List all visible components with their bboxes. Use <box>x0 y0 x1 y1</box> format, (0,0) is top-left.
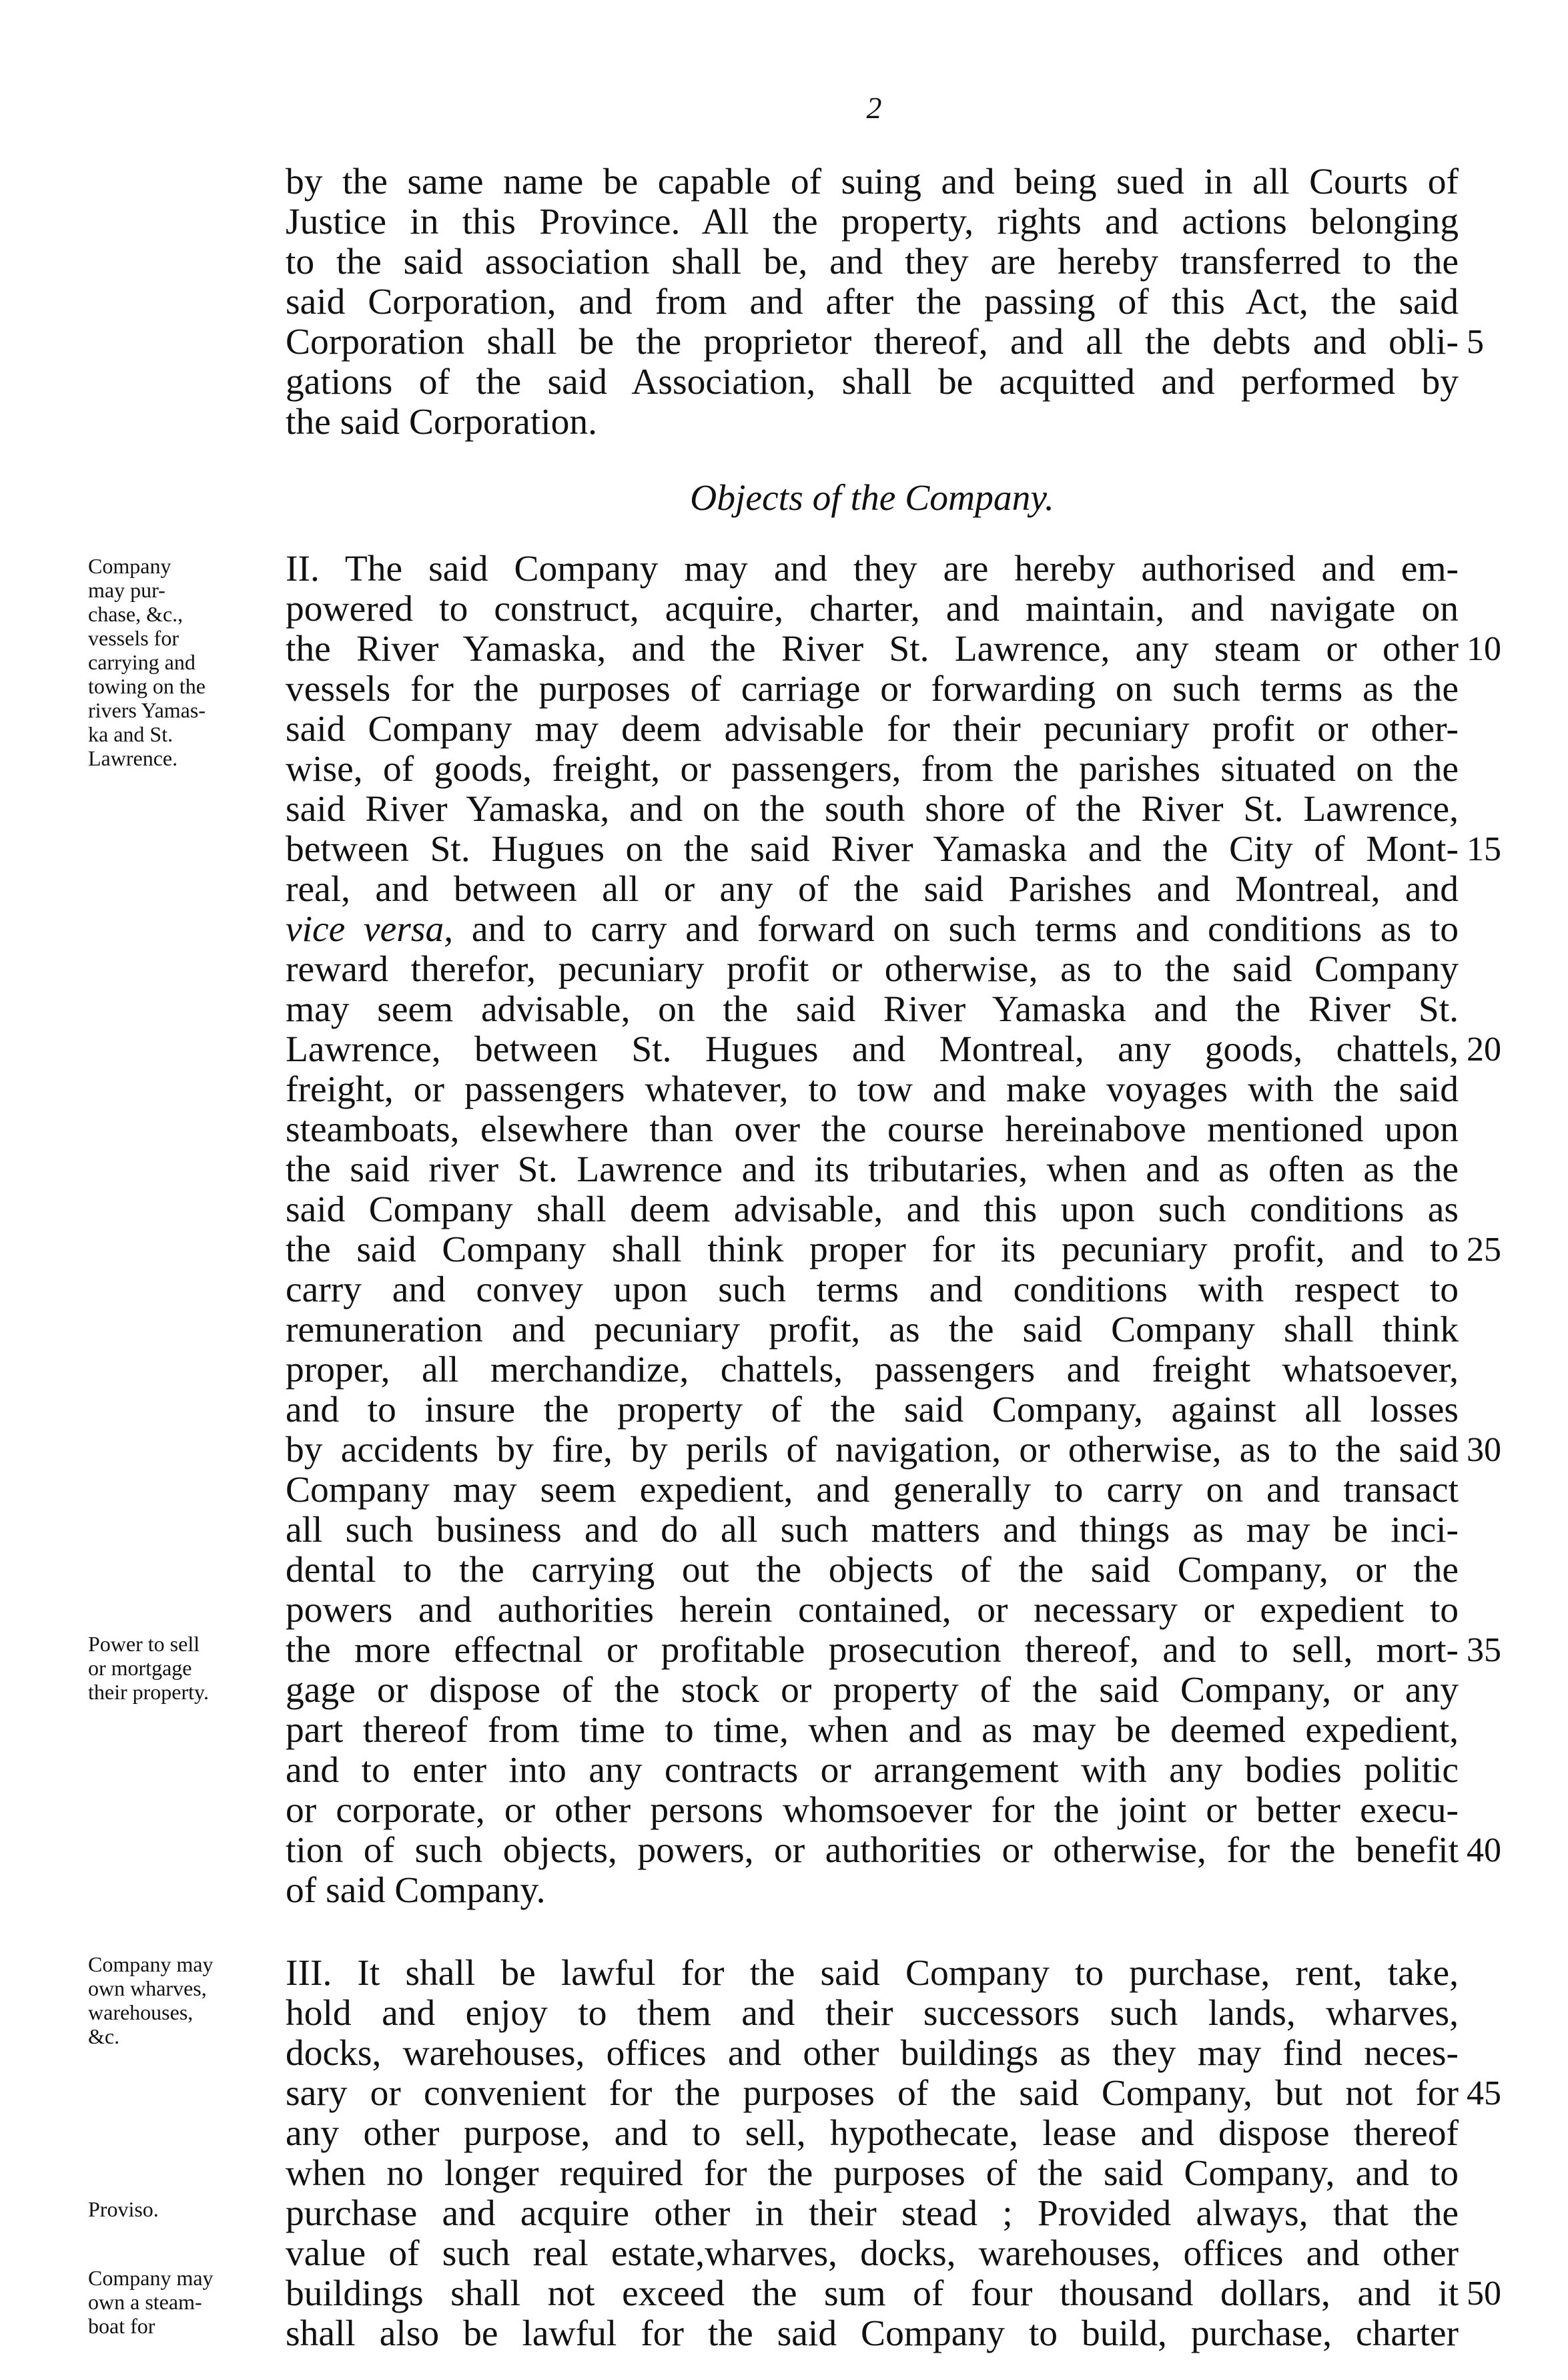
text-line: of said Company. <box>286 1870 546 1911</box>
text-line: and to insure the property of the said Company, against all losses <box>286 1390 1459 1430</box>
line-number: 30 <box>1467 1431 1501 1469</box>
text-line: said River Yamaska, and on the south shore of the River St. Lawrence, <box>286 789 1459 830</box>
text-line: the River Yamaska, and the River St. Lawrence, any steam or other <box>286 629 1459 669</box>
margin-note: Company may own a steam- boat for <box>88 2266 214 2338</box>
margin-note: Company may pur- chase, &c., vessels for carrying and towing on the rivers Yamas- ka and St. Lawrence. <box>88 554 206 770</box>
text-line: purchase and acquire other in their stead ; Provided always, that the <box>286 2193 1459 2234</box>
text-line: between St. Hugues on the said River Yamaska and the City of Mont- <box>286 829 1459 870</box>
line-number: 15 <box>1467 830 1501 868</box>
text-line: and to enter into any contracts or arrangement with any bodies politic <box>286 1750 1459 1791</box>
text-line: part thereof from time to time, when and as may be deemed expedient, <box>286 1710 1459 1751</box>
margin-note: Company may own wharves, warehouses, &c. <box>88 1952 214 2048</box>
text-line: value of such real estate,wharves, docks, warehouses, offices and other <box>286 2233 1459 2274</box>
text-line: said Company may deem advisable for their pecuniary profit or other- <box>286 709 1459 750</box>
line-number: 40 <box>1467 1831 1501 1869</box>
text-line: the said river St. Lawrence and its tributaries, when and as often as the <box>286 1149 1459 1190</box>
page-number: 2 <box>866 91 882 125</box>
line-number: 25 <box>1467 1231 1501 1269</box>
text-line: powers and authorities herein contained, or necessary or expedient to <box>286 1590 1459 1630</box>
line-number: 35 <box>1467 1631 1501 1669</box>
text-line: III. It shall be lawful for the said Company to purchase, rent, take, <box>286 1953 1459 1994</box>
text-line: Justice in this Province. All the property, rights and actions belonging <box>286 202 1459 242</box>
text-line: to the said association shall be, and they are hereby transferred to the <box>286 242 1459 282</box>
text-line: remuneration and pecuniary profit, as the said Company shall think <box>286 1309 1459 1350</box>
text-line: by accidents by fire, by perils of navigation, or otherwise, as to the said <box>286 1430 1459 1470</box>
text-line: Company may seem expedient, and generally to carry on and transact <box>286 1470 1459 1510</box>
text-line: may seem advisable, on the said River Yamaska and the River St. <box>286 989 1459 1030</box>
text-line: freight, or passengers whatever, to tow and make voyages with the said <box>286 1069 1459 1110</box>
text-line: steamboats, elsewhere than over the course hereinabove mentioned upon <box>286 1109 1459 1150</box>
text-line: by the same name be capable of suing and being sued in all Courts of <box>286 162 1459 202</box>
text-line: buildings shall not exceed the sum of four thousand dollars, and it <box>286 2273 1459 2314</box>
text-line: gations of the said Association, shall be acquitted and performed by <box>286 362 1459 402</box>
text-line: docks, warehouses, offices and other buildings as they may find neces- <box>286 2033 1459 2074</box>
text-line: real, and between all or any of the said Parishes and Montreal, and <box>286 869 1459 910</box>
text-line: powered to construct, acquire, charter, and maintain, and navigate on <box>286 589 1459 629</box>
text-line: Corporation shall be the proprietor thereof, and all the debts and obli- <box>286 322 1459 362</box>
text-line: the more effectnal or profitable prosecution thereof, and to sell, mort- <box>286 1630 1459 1671</box>
line-number: 20 <box>1467 1030 1501 1069</box>
text-line: shall also be lawful for the said Company to build, purchase, charter <box>286 2313 1459 2354</box>
line-number: 50 <box>1467 2275 1501 2313</box>
text-line: tion of such objects, powers, or authorities or otherwise, for the benefit <box>286 1830 1459 1871</box>
text-line: carry and convey upon such terms and conditions with respect to <box>286 1269 1459 1310</box>
italic-phrase: vice versa, <box>286 909 454 950</box>
text-line: the said Corporation. <box>286 402 598 442</box>
margin-note: Power to sell or mortgage their property. <box>88 1632 209 1704</box>
text-line: the said Company shall think proper for its pecuniary profit, and to <box>286 1229 1459 1270</box>
text-line: dental to the carrying out the objects of the said Company, or the <box>286 1550 1459 1590</box>
text-line: when no longer required for the purposes of the said Company, and to <box>286 2153 1459 2194</box>
line-number: 10 <box>1467 630 1501 668</box>
text-line-rest: and to carry and forward on such terms and conditions as to <box>453 909 1459 950</box>
text-line: reward therefor, pecuniary profit or otherwise, as to the said Company <box>286 949 1459 990</box>
text-line: said Corporation, and from and after the passing of this Act, the said <box>286 282 1459 322</box>
text-line: any other purpose, and to sell, hypothecate, lease and dispose thereof <box>286 2113 1459 2154</box>
text-line: all such business and do all such matters and things as may be inci- <box>286 1510 1459 1550</box>
text-line: Lawrence, between St. Hugues and Montreal, any goods, chattels, <box>286 1029 1459 1070</box>
text-line: II. The said Company may and they are hereby authorised and em- <box>286 549 1459 589</box>
text-line: hold and enjoy to them and their successors such lands, wharves, <box>286 1993 1459 2034</box>
section-heading: Objects of the Company. <box>690 478 1054 519</box>
line-number: 45 <box>1467 2074 1501 2112</box>
text-line: wise, of goods, freight, or passengers, from the parishes situated on the <box>286 749 1459 790</box>
text-line: said Company shall deem advisable, and this upon such conditions as <box>286 1189 1459 1230</box>
text-line: vessels for the purposes of carriage or forwarding on such terms as the <box>286 669 1459 709</box>
text-line: or corporate, or other persons whomsoever for the joint or better execu- <box>286 1790 1459 1831</box>
margin-note: Proviso. <box>88 2197 159 2221</box>
text-line: sary or convenient for the purposes of the said Company, but not for <box>286 2073 1459 2114</box>
text-line: proper, all merchandize, chattels, passengers and freight whatsoever, <box>286 1350 1459 1390</box>
text-line: gage or dispose of the stock or property of the said Company, or any <box>286 1670 1459 1711</box>
line-number: 5 <box>1467 323 1484 361</box>
